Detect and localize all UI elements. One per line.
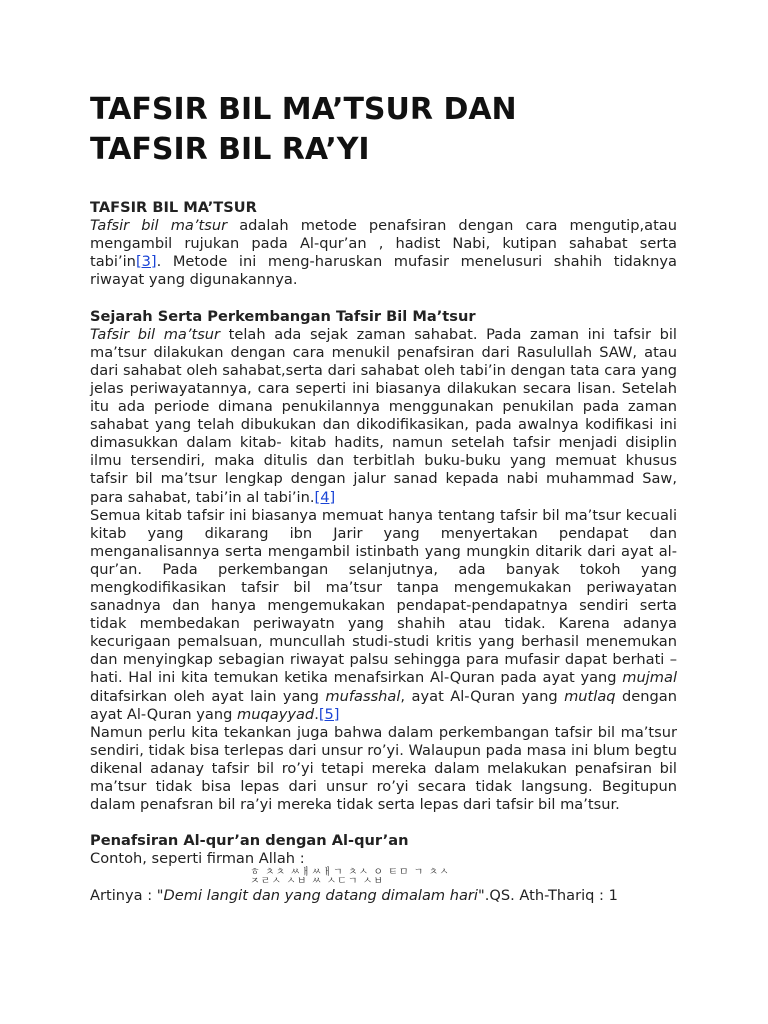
italic-term-mujmal: mujmal	[622, 669, 677, 687]
title-line-2: TAFSIR BIL RA’YI	[90, 132, 370, 167]
footnote-link-4[interactable]: [4]	[314, 488, 336, 506]
footnote-link-3[interactable]: [3]	[135, 253, 157, 271]
italic-term: Tafsir bil ma’tsur	[90, 217, 228, 235]
footnote-link-5[interactable]: [5]	[318, 705, 340, 723]
verse-garbled-text	[90, 868, 677, 886]
paragraph-kitab-tafsir: Semua kitab tafsir ini biasanya memuat hanya tentang tafsir bil ma’tsur kecuali kitab yang dikarang ibn Jarir yang menyertakan pendapat dan menganalisannya serta mengambil istinbath yang mungkin ditarik dari ayat al-qur’an. Pada perkembangan selanjutnya, ada banyak tokoh yang mengkodifikasikan tafsir bil ma’tsur tanpa mengemukakan periwayatan sanadnya dan hanya mengemukakan pendapat-pendapatnya sendiri serta tidak membedakan periwayatn yang shahih atau tidak. Karena adanya kecurigaan pemalsuan, muncullah studi-studi kritis yang berhasil menemukan dan menyingkap sebagian riwayat palsu sehingga para mufasir dapat berhati –hati. Hal ini kita temukan ketika menafsirkan Al-Quran pada ayat yang mujmal ditafsirkan oleh ayat lain yang mufasshal, ayat Al-Quran yang mutlaq dengan ayat Al-Quran yang muqayyad.[5]	[90, 506, 677, 723]
verse-translation: Artinya : "Demi langit dan yang datang dimalam hari".QS. Ath-Thariq : 1	[90, 886, 618, 904]
italic-term: Tafsir bil ma’tsur	[90, 325, 221, 343]
translation-quote: "Demi langit dan yang datang dimalam hari"	[156, 886, 485, 904]
section-heading-sejarah: Sejarah Serta Perkembangan Tafsir Bil Ma’tsur	[90, 307, 476, 325]
section-heading-tafsir-bil-matsur: TAFSIR BIL MA’TSUR	[90, 199, 257, 216]
example-intro: Contoh, seperti firman Allah :	[90, 850, 305, 868]
verse-glyphs-top: ㅎ ㅊㅊ ㅆㅐㅆㅐㄱ ㅊㅅ ㅇ ㅌㅁ ㄱ ㅊㅅ	[250, 867, 450, 879]
paragraph-history: Tafsir bil ma’tsur telah ada sejak zaman sahabat. Pada zaman ini tafsir bil ma’tsur dilakukan dengan cara menukil penafsiran dari Rasulullah SAW, atau dari sahabat oleh sahabat,serta dari sahabat oleh tabi’in dengan tata cara yang jelas periwayatannya, cara seperti ini biasanya dilakukan secara lisan. Setelah itu ada periode dimana penukilannya menggunakan penukilan pada zaman sahabat yang telah dibukukan dan dikodifikasikan, pada awalnya kodifikasi ini dimasukkan dalam kitab- kitab hadits, namun setelah tafsir menjadi disiplin ilmu tersendiri, maka ditulis dan terbitlah buku-buku yang memuat khusus tafsir bil ma’tsur lengkap dengan jalur sanad kepada nabi muhammad Saw, para sahabat, tabi’in al tabi’in.[4]	[90, 325, 677, 506]
title-line-1: TAFSIR BIL MA’TSUR DAN	[90, 92, 517, 127]
section-heading-penafsiran: Penafsiran Al-qur’an dengan Al-qur’an	[90, 832, 409, 850]
document-body	[90, 199, 677, 905]
paragraph-definition: Tafsir bil ma’tsur adalah metode penafsiran dengan cara mengutip,atau mengambil rujukan pada Al-qur’an , hadist Nabi, kutipan sahabat serta tabi’in[3]. Metode ini meng-haruskan mufasir menelusuri shahih tidaknya riwayat yang digunakannya.	[90, 217, 677, 289]
italic-term-muqayyad: muqayyad	[237, 705, 315, 723]
verse-glyphs-bottom: ㅈㄹㅅ ㅅㅂ ㅆ ㅅㄷㄱ ㅅㅂ	[250, 876, 384, 888]
italic-term-mutlaq: mutlaq	[564, 687, 616, 705]
document-title	[90, 90, 690, 170]
italic-term-mufasshal: mufasshal	[325, 687, 401, 705]
paragraph-royi: Namun perlu kita tekankan juga bahwa dalam perkembangan tafsir bil ma’tsur sendiri, tidak bisa terlepas dari unsur ro’yi. Walaupun pada masa ini blum begtu dikenal adanay tafsir bil ro’yi tetapi mereka dalam melakukan penafsiran bil ma’tsur tidak bisa lepas dari unsur ro’yi secara tidak langsung. Begitupun dalam penafsran bil ra’yi mereka tidak serta lepas dari tafsir bil ma’tsur.	[90, 723, 677, 814]
